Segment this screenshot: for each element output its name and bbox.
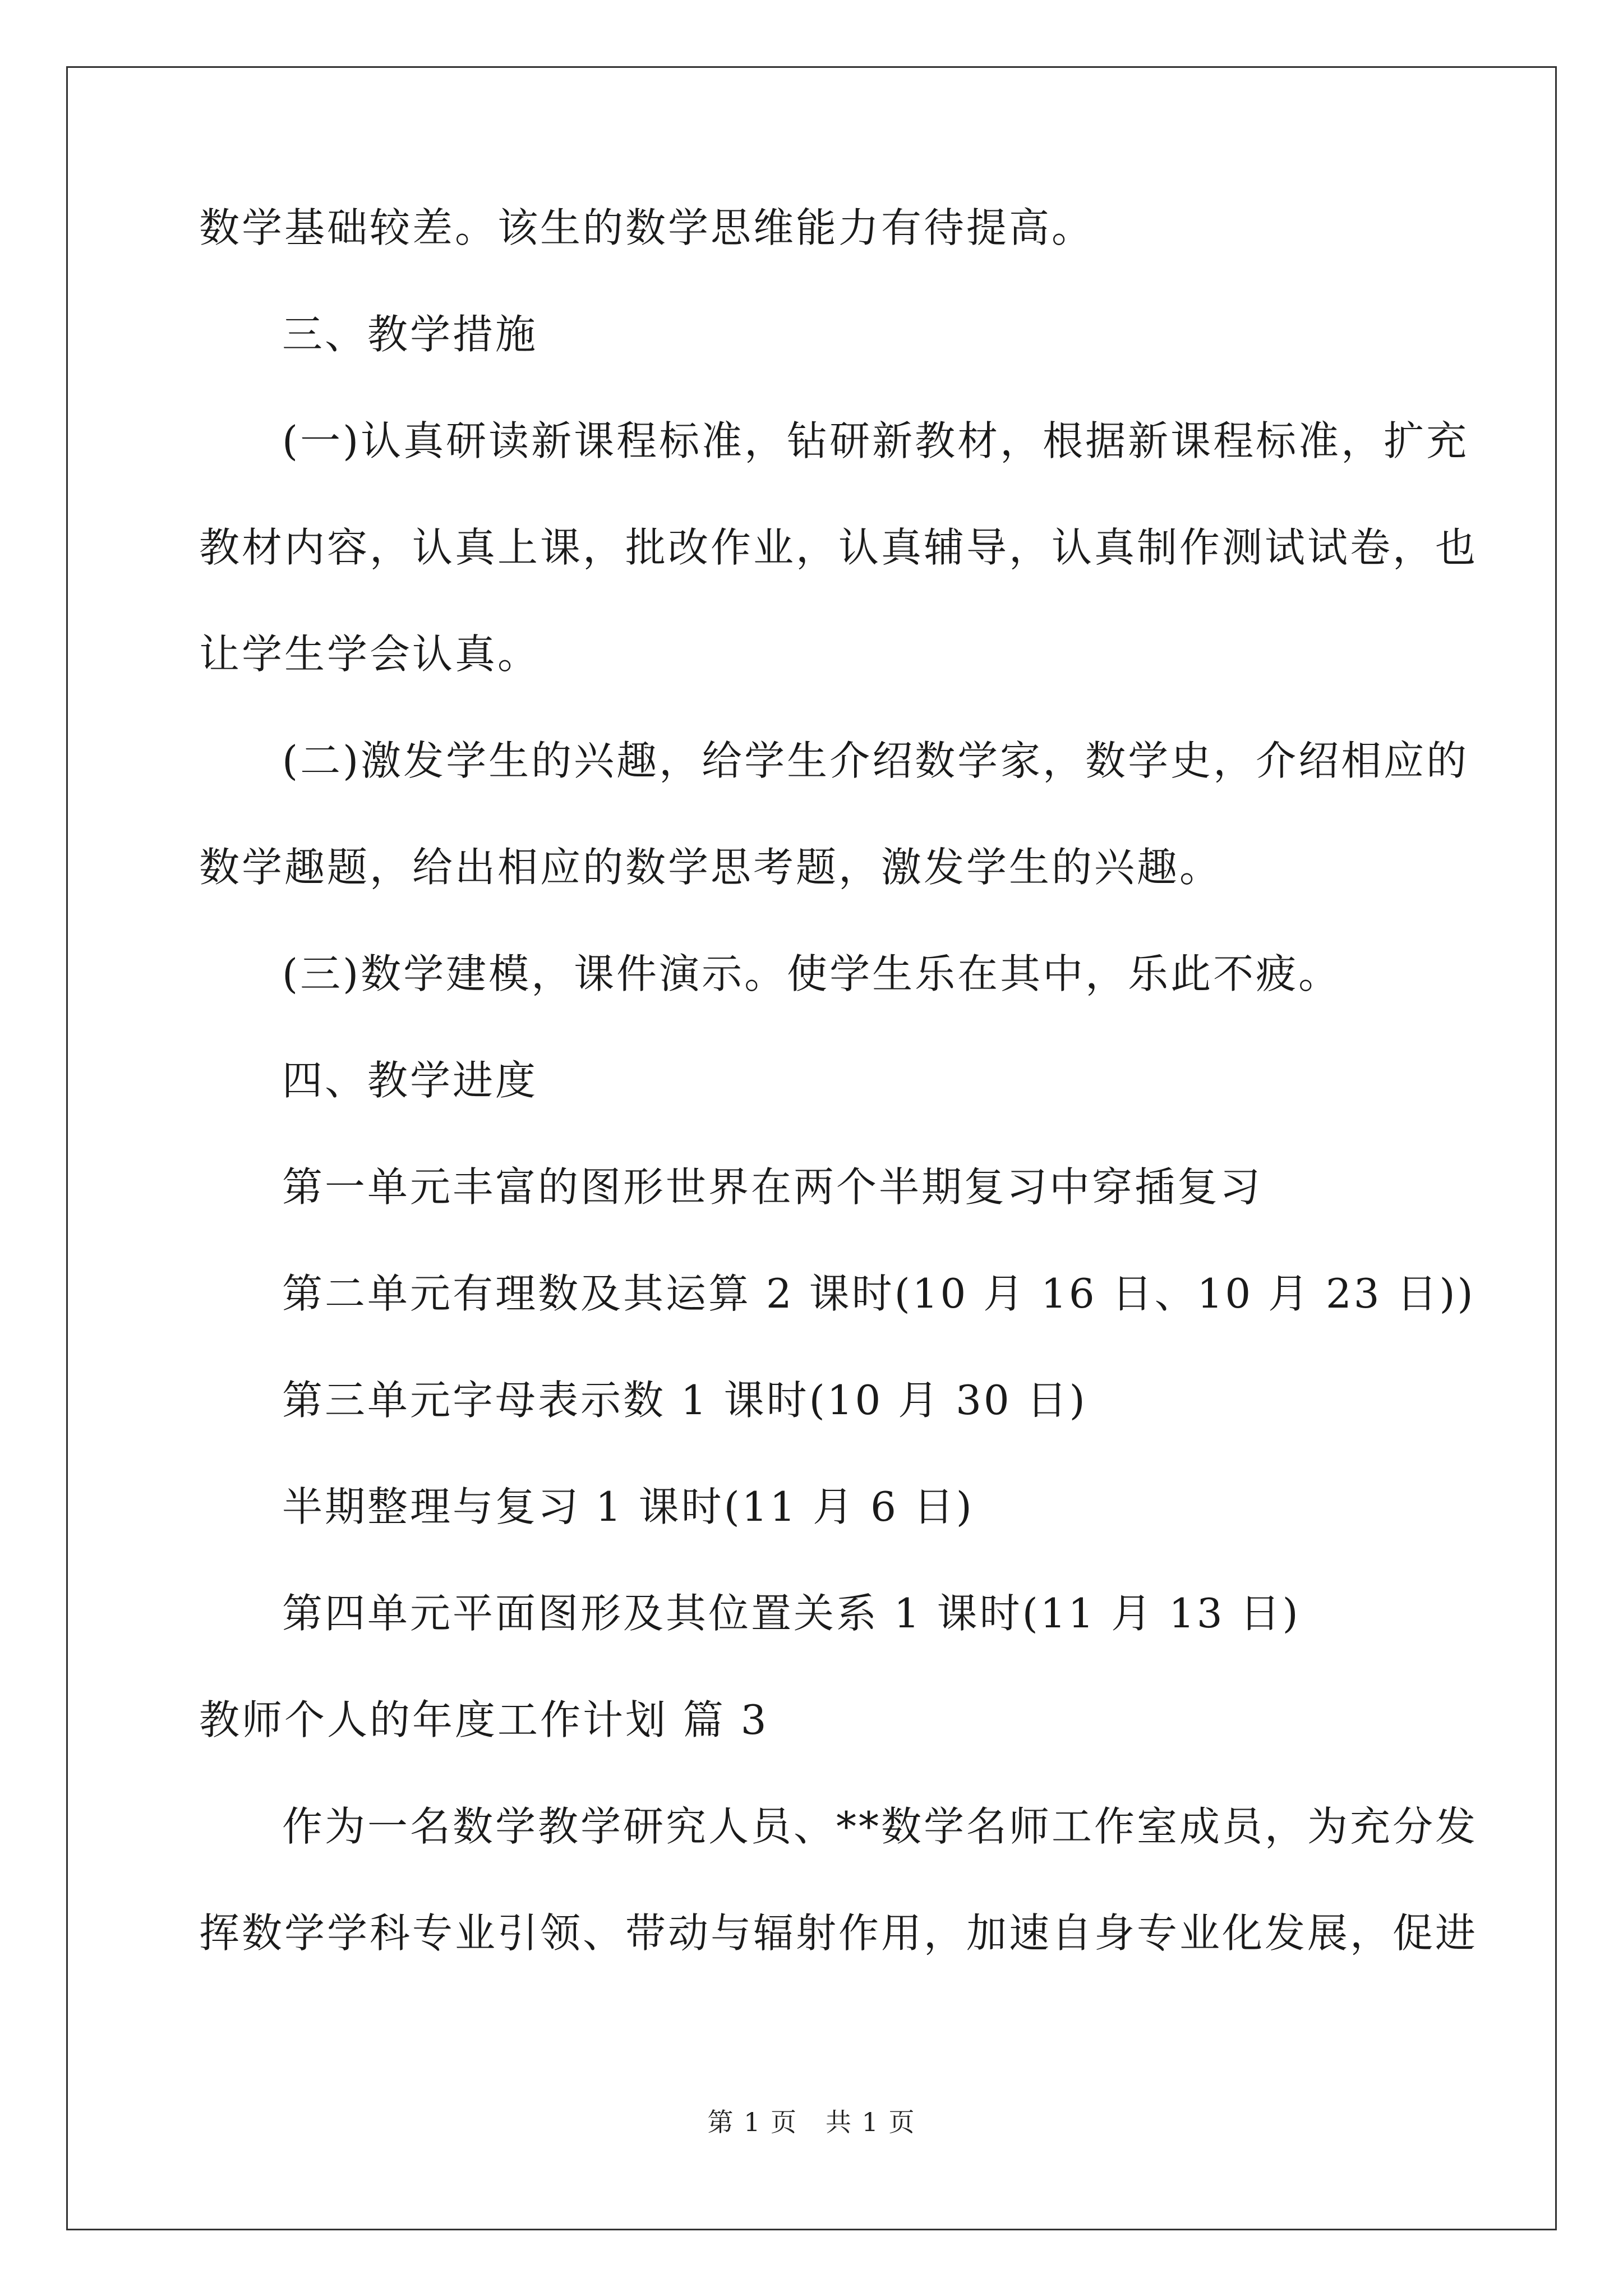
schedule-item: 第一单元丰富的图形世界在两个半期复习中穿插复习 xyxy=(282,1163,1263,1211)
paragraph-line: (三)数学建模，课件演示。使学生乐在其中，乐此不疲。 xyxy=(282,950,1341,997)
schedule-item: 第二单元有理数及其运算 2 课时(10 月 16 日、10 月 23 日)) xyxy=(282,1270,1476,1317)
paragraph-line: 让学生学会认真。 xyxy=(199,631,541,678)
paragraph-line: (二)激发学生的兴趣，给学生介绍数学家，数学史，介绍相应的 xyxy=(282,737,1469,784)
section-heading: 四、教学进度 xyxy=(282,1057,538,1104)
schedule-item: 第四单元平面图形及其位置关系 1 课时(11 月 13 日) xyxy=(282,1590,1301,1637)
paragraph-line: 作为一名数学教学研究人员、**数学名师工作室成员，为充分发 xyxy=(282,1803,1478,1850)
article-title: 教师个人的年度工作计划 篇 3 xyxy=(199,1696,769,1743)
page-number: 第 1 页 xyxy=(707,2107,797,2137)
paragraph-line: 数学基础较差。该生的数学思维能力有待提高。 xyxy=(199,204,1095,251)
page-footer xyxy=(0,2109,1623,2135)
document-body xyxy=(199,204,1478,2019)
schedule-item: 半期整理与复习 1 课时(11 月 6 日) xyxy=(282,1483,974,1530)
paragraph-line: (一)认真研读新课程标准，钻研新教材，根据新课程标准，扩充 xyxy=(282,417,1469,464)
section-heading: 三、教学措施 xyxy=(282,311,538,358)
page-total: 共 1 页 xyxy=(826,2107,916,2137)
paragraph-line: 数学趣题，给出相应的数学思考题，激发学生的兴趣。 xyxy=(199,844,1223,891)
paragraph-line: 挥数学学科专业引领、带动与辐射作用，加速自身专业化发展，促进 xyxy=(199,1910,1478,1957)
paragraph-line: 教材内容，认真上课，批改作业，认真辅导，认真制作测试试卷，也 xyxy=(199,524,1478,571)
schedule-item: 第三单元字母表示数 1 课时(10 月 30 日) xyxy=(282,1377,1087,1424)
